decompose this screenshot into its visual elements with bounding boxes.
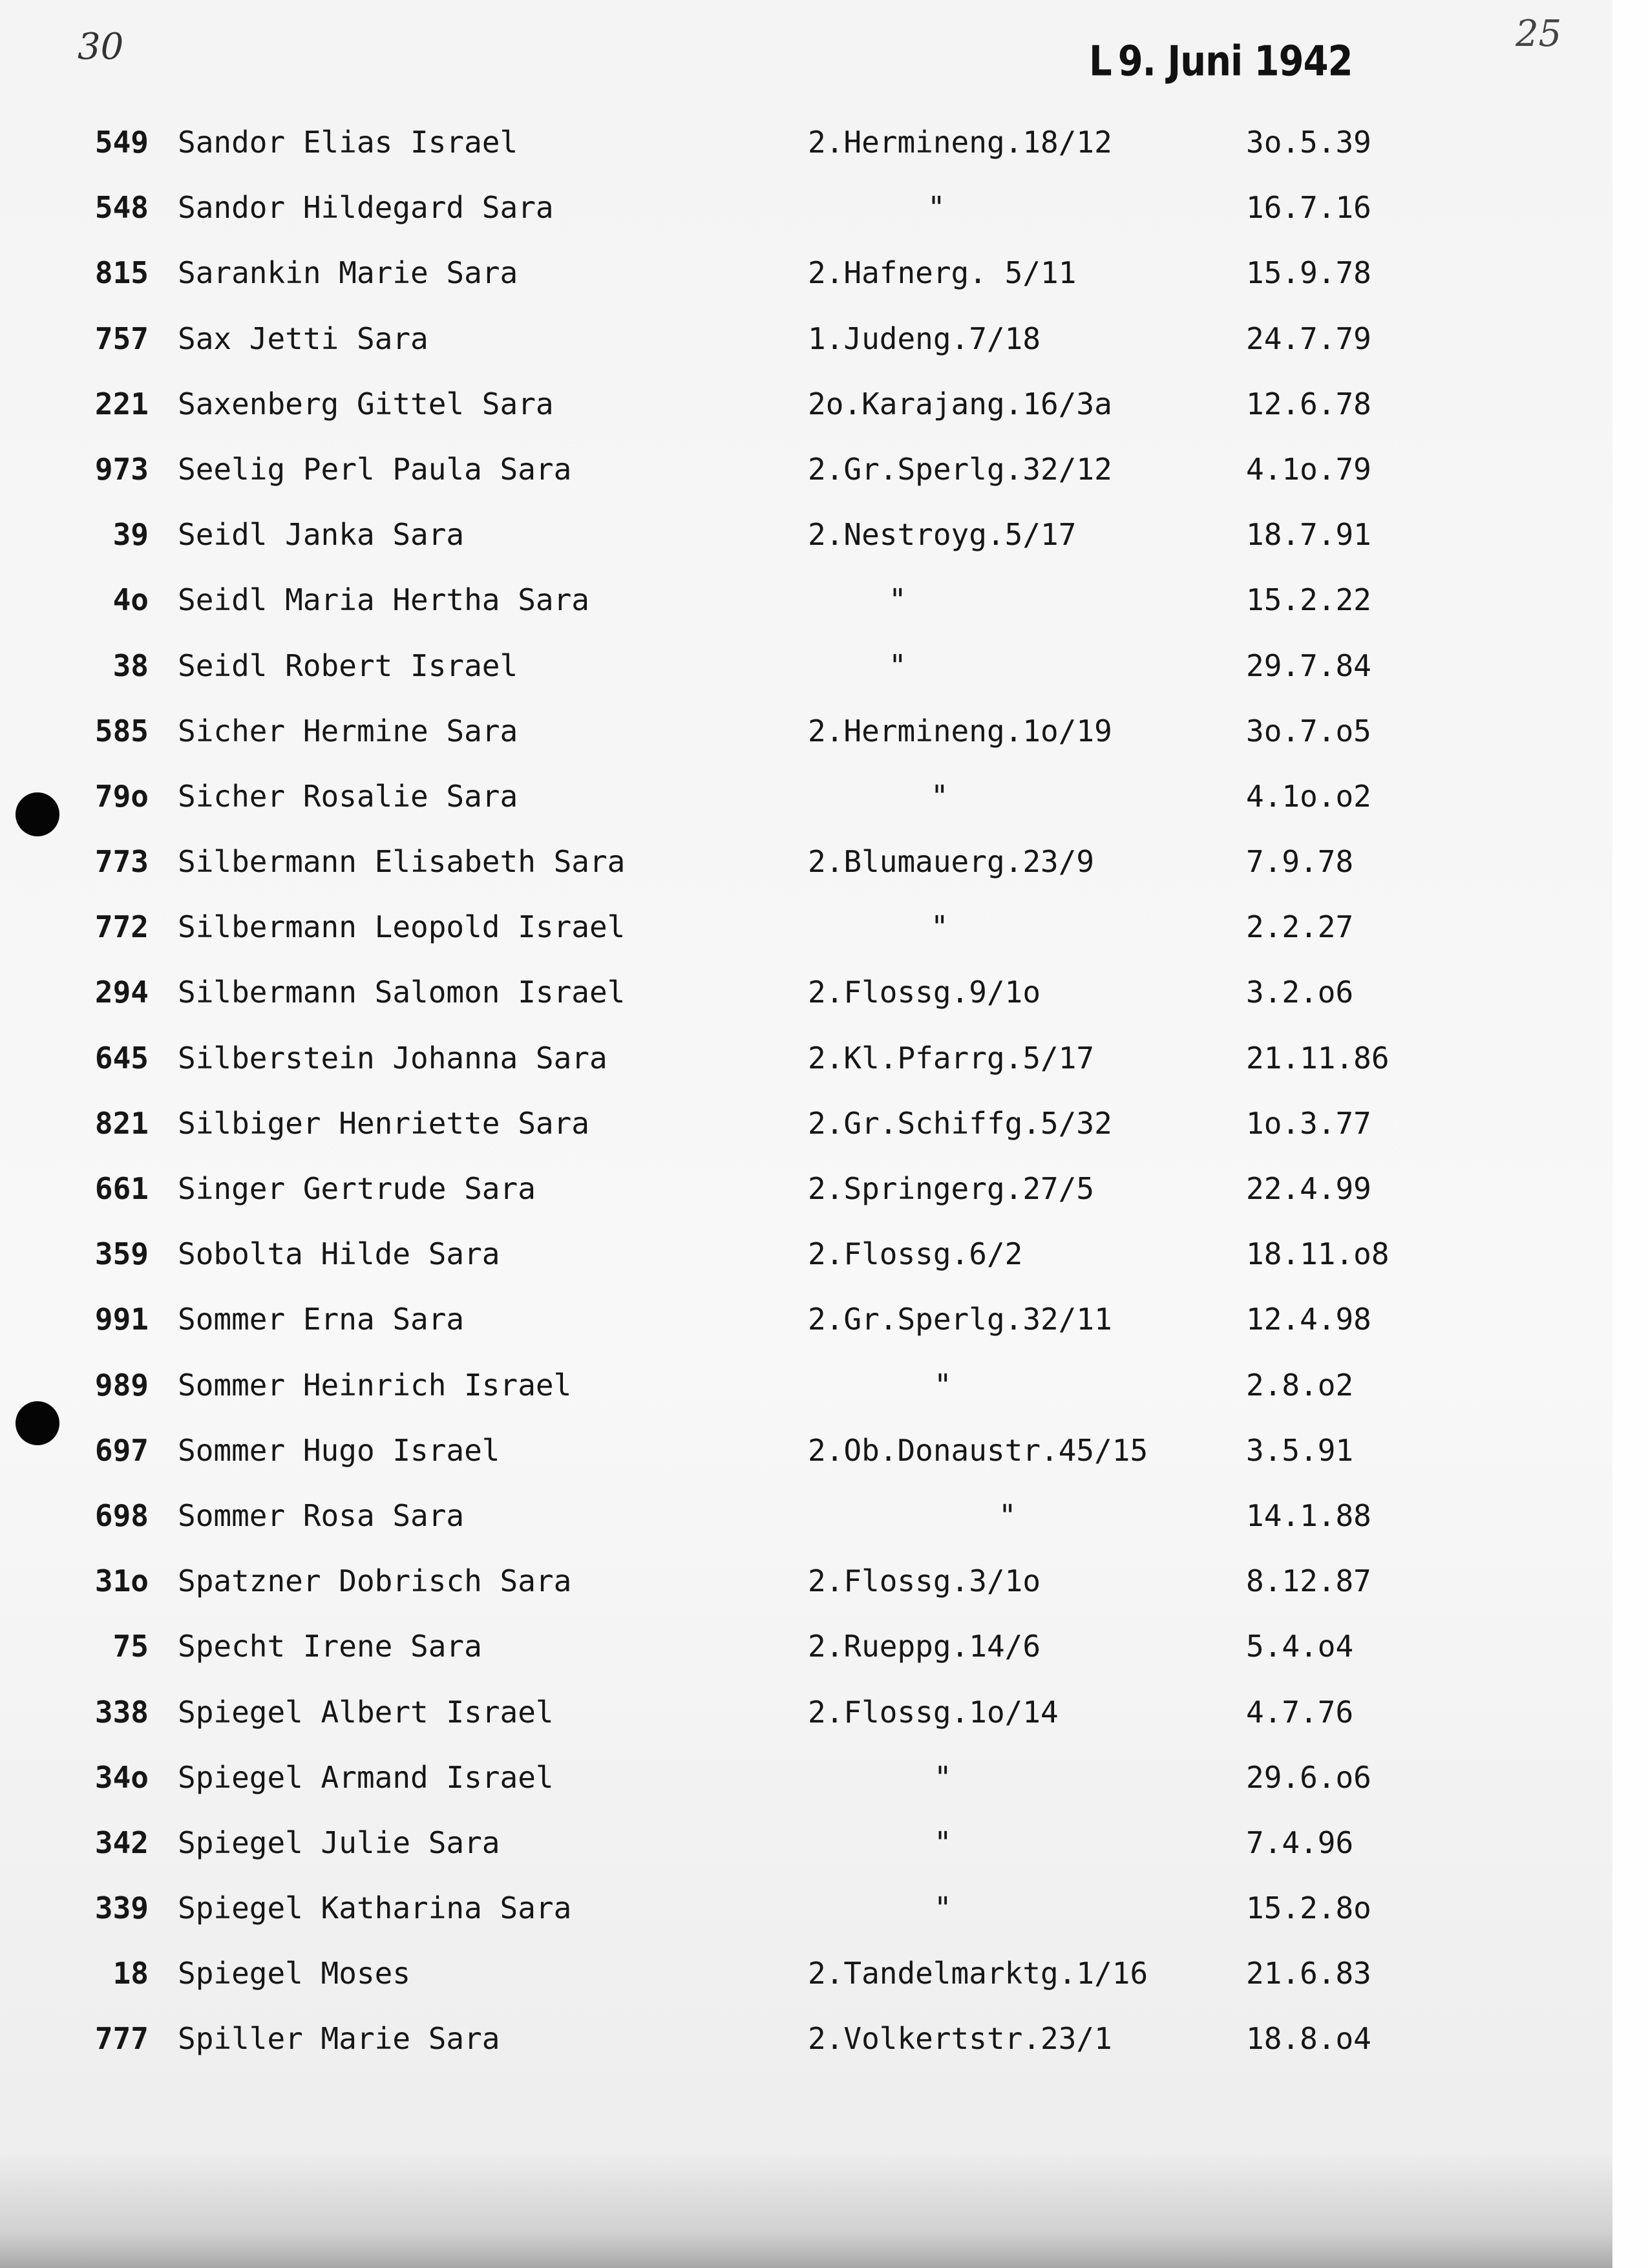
punch-hole-upper <box>16 792 59 836</box>
birth-date: 16.7.16 <box>1246 190 1371 226</box>
birth-date: 18.7.91 <box>1246 517 1371 553</box>
birth-date: 3.5.91 <box>1246 1432 1354 1468</box>
person-name: Specht Irene Sara <box>178 1629 482 1664</box>
row-number: 31o <box>94 1563 149 1599</box>
person-name: Silberstein Johanna Sara <box>178 1040 607 1076</box>
address: 2.Gr.Sperlg.32/12 <box>808 451 1112 487</box>
row-number: 973 <box>94 451 149 487</box>
name-register <box>0 116 1612 2079</box>
table-row <box>0 116 1612 182</box>
row-number: 777 <box>94 2021 149 2057</box>
birth-date: 18.8.o4 <box>1246 2021 1371 2057</box>
handwritten-page-number-right: 25 <box>1516 13 1562 55</box>
row-number: 75 <box>112 1629 149 1664</box>
address: 2.Ob.Donaustr.45/15 <box>808 1432 1148 1468</box>
table-row <box>0 313 1612 378</box>
address: 2.Springerg.27/5 <box>808 1171 1095 1206</box>
birth-date: 15.2.22 <box>1246 582 1371 618</box>
address: 2.Flossg.3/1o <box>808 1563 1041 1599</box>
date-stamp <box>1089 37 1353 86</box>
person-name: Sommer Rosa Sara <box>178 1498 465 1533</box>
birth-date: 18.11.o8 <box>1246 1236 1389 1272</box>
row-number: 34o <box>94 1759 149 1795</box>
table-row <box>0 1032 1612 1097</box>
row-number: 772 <box>94 909 149 945</box>
person-name: Seidl Janka Sara <box>178 517 465 553</box>
row-number: 757 <box>94 321 149 356</box>
row-number: 991 <box>94 1302 149 1337</box>
table-row <box>0 1752 1612 1817</box>
table-row <box>0 836 1612 901</box>
birth-date: 29.7.84 <box>1246 648 1371 683</box>
table-row <box>0 1620 1612 1686</box>
person-name: Sommer Erna Sara <box>178 1302 465 1337</box>
table-row <box>0 1163 1612 1228</box>
row-number: 773 <box>94 844 149 880</box>
row-number: 585 <box>94 713 149 748</box>
person-name: Saxenberg Gittel Sara <box>178 386 554 421</box>
person-name: Spiegel Julie Sara <box>178 1825 500 1860</box>
row-number: 4o <box>112 582 149 618</box>
row-number: 661 <box>94 1171 149 1206</box>
address: 2.Flossg.9/1o <box>808 975 1041 1010</box>
birth-date: 22.4.99 <box>1246 1171 1371 1206</box>
row-number: 18 <box>112 1956 149 1991</box>
person-name: Sax Jetti Sara <box>178 321 428 356</box>
address: 2.Flossg.1o/14 <box>808 1694 1059 1730</box>
birth-date: 8.12.87 <box>1246 1563 1371 1599</box>
address: " <box>934 1891 952 1926</box>
table-row <box>0 1097 1612 1163</box>
person-name: Sandor Hildegard Sara <box>178 190 554 226</box>
person-name: Silbermann Leopold Israel <box>178 909 626 945</box>
person-name: Sarankin Marie Sara <box>178 255 518 291</box>
row-number: 821 <box>94 1105 149 1141</box>
birth-date: 15.2.8o <box>1246 1891 1371 1926</box>
person-name: Spatzner Dobrisch Sara <box>178 1563 572 1599</box>
address: " <box>927 190 945 226</box>
stamp-mark: L <box>1089 37 1112 86</box>
row-number: 39 <box>112 517 149 553</box>
handwritten-page-number-left: 30 <box>78 26 124 68</box>
person-name: Spiegel Katharina Sara <box>178 1891 572 1926</box>
row-number: 645 <box>94 1040 149 1076</box>
address: 2.Kl.Pfarrg.5/17 <box>808 1040 1095 1076</box>
address: " <box>889 582 907 618</box>
address: " <box>889 648 907 683</box>
person-name: Spiegel Albert Israel <box>178 1694 554 1730</box>
row-number: 338 <box>94 1694 149 1730</box>
address: 2.Hermineng.18/12 <box>808 125 1112 160</box>
stamp-date: 9. Juni 1942 <box>1117 37 1353 86</box>
address: " <box>931 909 949 945</box>
address: 2.Rueppg.14/6 <box>808 1629 1041 1664</box>
table-row <box>0 1490 1612 1555</box>
address: " <box>934 1825 952 1860</box>
birth-date: 12.6.78 <box>1246 386 1371 421</box>
row-number: 38 <box>112 648 149 683</box>
birth-date: 21.11.86 <box>1246 1040 1389 1076</box>
person-name: Spiegel Moses <box>178 1956 411 1991</box>
birth-date: 5.4.o4 <box>1246 1629 1354 1664</box>
address: " <box>934 1759 952 1795</box>
birth-date: 3o.7.o5 <box>1246 713 1371 748</box>
row-number: 342 <box>94 1825 149 1860</box>
person-name: Spiegel Armand Israel <box>178 1759 554 1795</box>
birth-date: 3.2.o6 <box>1246 975 1354 1010</box>
birth-date: 7.4.96 <box>1246 1825 1354 1860</box>
address: 2.Blumauerg.23/9 <box>808 844 1095 880</box>
address: 2.Hermineng.1o/19 <box>808 713 1112 748</box>
address: " <box>934 1367 952 1403</box>
table-row <box>0 443 1612 509</box>
address: " <box>931 778 949 814</box>
birth-date: 1o.3.77 <box>1246 1105 1371 1141</box>
person-name: Sommer Heinrich Israel <box>178 1367 572 1403</box>
table-row <box>0 1947 1612 2013</box>
punch-hole-lower <box>16 1401 59 1445</box>
birth-date: 4.1o.79 <box>1246 451 1371 487</box>
person-name: Sommer Hugo Israel <box>178 1432 500 1468</box>
table-row <box>0 901 1612 966</box>
address: 2.Flossg.6/2 <box>808 1236 1023 1272</box>
row-number: 989 <box>94 1367 149 1403</box>
row-number: 359 <box>94 1236 149 1272</box>
address: 1.Judeng.7/18 <box>808 321 1041 356</box>
table-row <box>0 966 1612 1032</box>
row-number: 697 <box>94 1432 149 1468</box>
row-number: 294 <box>94 975 149 1010</box>
address: " <box>998 1498 1017 1533</box>
table-row <box>0 1555 1612 1620</box>
birth-date: 3o.5.39 <box>1246 125 1371 160</box>
birth-date: 14.1.88 <box>1246 1498 1371 1533</box>
person-name: Spiller Marie Sara <box>178 2021 500 2057</box>
person-name: Sicher Rosalie Sara <box>178 778 518 814</box>
address: 2.Gr.Sperlg.32/11 <box>808 1302 1112 1337</box>
row-number: 549 <box>94 125 149 160</box>
birth-date: 4.7.76 <box>1246 1694 1354 1730</box>
person-name: Silbermann Elisabeth Sara <box>178 844 626 880</box>
table-row <box>0 247 1612 312</box>
row-number: 548 <box>94 190 149 226</box>
row-number: 79o <box>94 778 149 814</box>
birth-date: 2.8.o2 <box>1246 1367 1354 1403</box>
row-number: 698 <box>94 1498 149 1533</box>
address: 2.Gr.Schiffg.5/32 <box>808 1105 1112 1141</box>
table-row <box>0 705 1612 770</box>
address: 2.Volkertstr.23/1 <box>808 2021 1112 2057</box>
table-row <box>0 1359 1612 1425</box>
table-row <box>0 1228 1612 1293</box>
table-row <box>0 1686 1612 1752</box>
person-name: Silbermann Salomon Israel <box>178 975 626 1010</box>
person-name: Sobolta Hilde Sara <box>178 1236 500 1272</box>
row-number: 339 <box>94 1891 149 1926</box>
birth-date: 12.4.98 <box>1246 1302 1371 1337</box>
person-name: Seidl Robert Israel <box>178 648 518 683</box>
table-row <box>0 1293 1612 1359</box>
table-row <box>0 509 1612 574</box>
table-row <box>0 1817 1612 1882</box>
table-row <box>0 1882 1612 1947</box>
scan-margin <box>1612 0 1648 2268</box>
address: 2.Hafnerg. 5/11 <box>808 255 1077 291</box>
table-row <box>0 378 1612 443</box>
birth-date: 7.9.78 <box>1246 844 1354 880</box>
birth-date: 21.6.83 <box>1246 1956 1371 1991</box>
birth-date: 2.2.27 <box>1246 909 1354 945</box>
address: 2o.Karajang.16/3a <box>808 386 1112 421</box>
person-name: Seelig Perl Paula Sara <box>178 451 572 487</box>
person-name: Sandor Elias Israel <box>178 125 518 160</box>
person-name: Silbiger Henriette Sara <box>178 1105 589 1141</box>
row-number: 815 <box>94 255 149 291</box>
address: 2.Nestroyg.5/17 <box>808 517 1077 553</box>
table-row <box>0 640 1612 705</box>
birth-date: 24.7.79 <box>1246 321 1371 356</box>
person-name: Sicher Hermine Sara <box>178 713 518 748</box>
person-name: Seidl Maria Hertha Sara <box>178 582 589 618</box>
table-row <box>0 574 1612 639</box>
birth-date: 4.1o.o2 <box>1246 778 1371 814</box>
address: 2.Tandelmarktg.1/16 <box>808 1956 1148 1991</box>
row-number: 221 <box>94 386 149 421</box>
person-name: Singer Gertrude Sara <box>178 1171 536 1206</box>
table-row <box>0 182 1612 247</box>
table-row <box>0 1425 1612 1490</box>
table-row <box>0 2013 1612 2078</box>
table-row <box>0 770 1612 836</box>
birth-date: 29.6.o6 <box>1246 1759 1371 1795</box>
scan-shadow <box>0 2152 1612 2268</box>
birth-date: 15.9.78 <box>1246 255 1371 291</box>
